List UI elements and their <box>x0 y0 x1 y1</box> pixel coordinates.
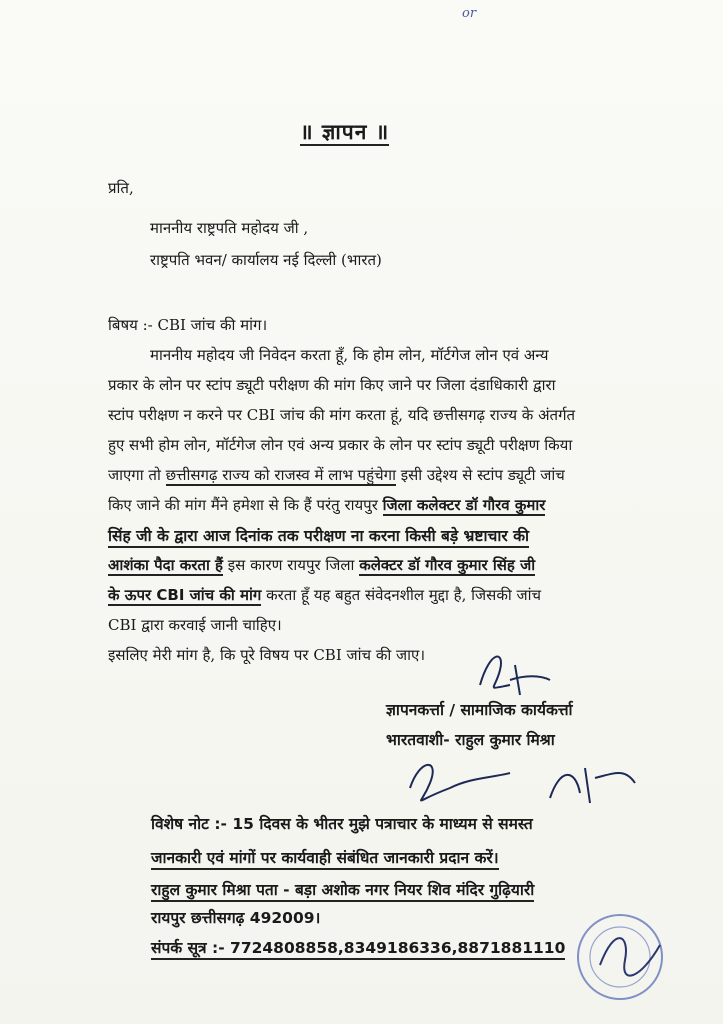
handwritten-signatures <box>400 748 660 818</box>
body-line-7: सिंह जी के द्वारा आज दिनांक तक परीक्षण ना करना किसी बड़े भ्रष्टाचार की <box>108 524 529 548</box>
to-label: प्रति, <box>108 179 134 197</box>
body-line-5: जाएगा तो छत्तीसगढ़ राज्य को राजस्व में लाभ पहुंचेगा इसी उद्देश्य से स्टांप ड्यूटी जांच <box>108 466 565 484</box>
note-line-3: राहुल कुमार मिश्रा पता - बड़ा अशोक नगर नियर शिव मंदिर गुढ़ियारी <box>151 878 534 902</box>
body-line-1: माननीय महोदय जी निवेदन करता हूँ, कि होम लोन, मॉर्टगेज लोन एवं अन्य <box>150 346 549 364</box>
body-line-3: स्टांप परीक्षण न करने पर CBI जांच की मांग करता हूं, यदि छत्तीसगढ़ राज्य के अंतर्गत <box>108 406 576 424</box>
note-line-4: रायपुर छत्तीसगढ़ 492009। <box>151 909 321 927</box>
underlined-phrase: छत्तीसगढ़ राज्य को राजस्व में लाभ पहुंचेगा <box>165 466 396 484</box>
body-line-6: किए जाने की मांग मैंने हमेशा से कि हैं परंतु रायपुर जिला कलेक्टर डॉ गौरव कुमार <box>108 496 546 514</box>
body-line-10: CBI द्वारा करवाई जानी चाहिए। <box>108 616 282 634</box>
addressee-line-2: राष्ट्रपति भवन/ कार्यालय नई दिल्ली (भारत) <box>150 251 382 269</box>
addressee-line-1: माननीय राष्ट्रपति महोदय जी , <box>150 219 309 237</box>
note-line-1: विशेष नोट :- 15 दिवस के भीतर मुझे पत्राचार के माध्यम से समस्त <box>151 815 533 833</box>
title-text: ॥ ज्ञापन ॥ <box>300 119 390 144</box>
corner-mark: or <box>462 6 477 21</box>
body-line-8: आशंका पैदा करता हैं इस कारण रायपुर जिला कलेक्टर डॉ गौरव कुमार सिंह जी <box>108 556 536 574</box>
body-line-9: के ऊपर CBI जांच की मांग करता हूँ यह बहुत संवेदनशील मुद्दा है, जिसकी जांच <box>108 586 542 604</box>
note-line-2: जानकारी एवं मांगों पर कार्यवाही संबंधित जानकारी प्रदान करें। <box>151 846 499 870</box>
closing-line: इसलिए मेरी मांग है, कि पूरे विषय पर CBI जांच की जाए। <box>108 646 426 664</box>
underlined-phrase: जिला कलेक्टर डॉ गौरव कुमार <box>382 496 546 514</box>
body-line-4: हुए सभी होम लोन, मॉर्टगेज लोन एवं अन्य प्रकार के लोन पर स्टांप ड्यूटी परीक्षण किया <box>108 436 573 454</box>
note-line-5: संपर्क सूत्र :- 7724808858,8349186336,8871881110 <box>151 936 565 960</box>
body-line-2: प्रकार के लोन पर स्टांप ड्यूटी परीक्षण की मांग किए जाने पर जिला दंडाधिकारी द्वारा <box>108 376 556 394</box>
subject-line: बिषय :- CBI जांच की मांग। <box>108 316 268 334</box>
signatory-title: ज्ञापनकर्त्ता / सामाजिक कार्यकर्त्ता <box>386 701 573 719</box>
official-seal-stamp <box>570 905 680 1005</box>
signature-mark-top <box>470 645 560 705</box>
signatory-name: भारतवाशी- राहुल कुमार मिश्रा <box>386 731 555 749</box>
page-title <box>300 118 389 146</box>
